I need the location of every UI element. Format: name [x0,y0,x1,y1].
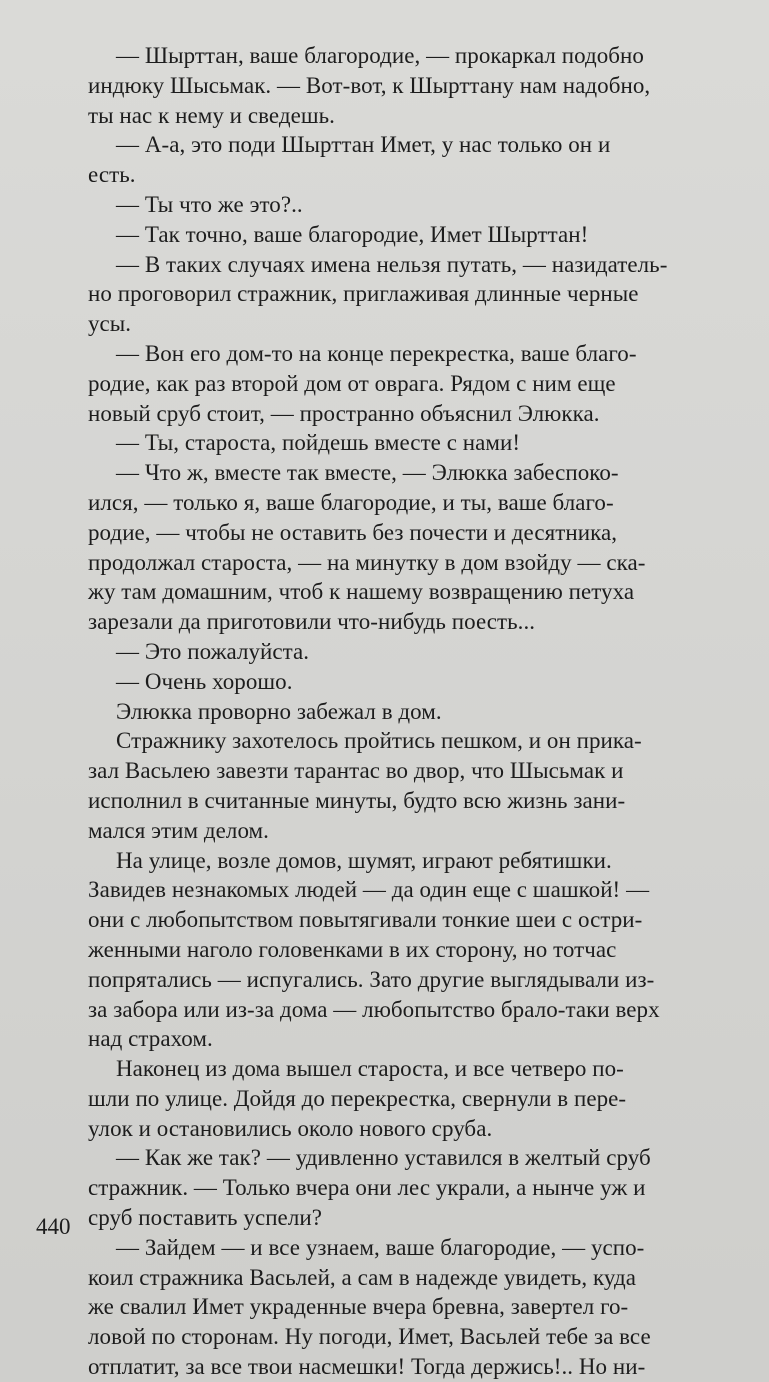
text-line: — Как же так? — удивленно уставился в желтый сруб [116,1145,651,1171]
text-line: зал Васьлею завезти тарантас во двор, что Шысьмак и [88,758,624,784]
text-line: коил стражника Васьлей, а сам в надежде увидеть, куда [88,1264,636,1290]
text-line: жу там домашним, чтоб к нашему возвращению петуха [88,579,635,605]
text-line: — Так точно, ваше благородие, Имет Шырттан! [116,221,589,247]
text-line: — Ты что же это?.. [116,191,303,217]
text-line: стражник. — Только вчера они лес украли, а нынче уж и [88,1175,646,1201]
text-line: — В таких случаях имена нельзя путать, — назидатель- [116,251,668,277]
text-line: но проговорил стражник, приглаживая длинные черные [88,281,639,307]
text-line: — Вон его дом-то на конце перекрестка, ваше благо- [116,340,637,366]
text-line: исполнил в считанные минуты, будто всю жизнь зани- [88,787,626,813]
text-line: ловой по сторонам. Ну погоди, Имет, Васьлей тебе за все [88,1324,651,1350]
text-line: Наконец из дома вышел староста, и все четверо по- [116,1056,624,1082]
text-line: новый сруб стоит, — пространно объяснил Элюкка. [88,400,600,426]
text-line: шли по улице. Дойдя до перекрестка, свернули в пере- [88,1085,627,1111]
text-line: сруб поставить успели? [88,1205,322,1231]
text-line: ты нас к нему и сведешь. [88,102,335,128]
text-line: — Что ж, вместе так вместе, — Элюкка забеспоко- [116,460,619,486]
text-line: же свалил Имет украденные вчера бревна, завертел го- [88,1294,629,1320]
text-line: — Это пожалуйста. [116,638,310,664]
text-line: мался этим делом. [88,817,269,843]
text-line: продолжал староста, — на минутку в дом взойду — ска- [88,549,646,575]
page-number: 440 [36,1214,71,1239]
text-line: есть. [88,162,136,188]
text-line: родие, — чтобы не оставить без почести и десятника, [88,519,618,545]
text-line: Стражнику захотелось пройтись пешком, и он прика- [116,728,642,754]
text-line: отплатит, за все твои насмешки! Тогда держись!.. Но ни- [88,1354,646,1380]
text-line: родие, как раз второй дом от оврага. Рядом с ним еще [88,370,616,396]
text-line: ился, — только я, ваше благородие, и ты, ваше благо- [88,489,614,515]
text-line: — Ты, староста, пойдешь вместе с нами! [116,430,521,456]
text-line: — А-а, это поди Шырттан Имет, у нас только он и [116,132,611,158]
text-line: они с любопытством повытягивали тонкие шеи с остри- [88,907,643,933]
text-line: попрятались — испугались. Зато другие выглядывали из- [88,966,655,992]
text-line: зарезали да приготовили что-нибудь поесть... [88,609,536,635]
text-line: улок и остановились около нового сруба. [88,1115,493,1141]
text-line: Завидев незнакомых людей — да один еще с шашкой! — [88,877,650,903]
text-line: — Очень хорошо. [116,668,293,694]
text-line: над страхом. [88,1026,213,1052]
text-line: — Зайдем — и все узнаем, ваше благородие, — успо- [116,1234,645,1260]
text-line: индюку Шысьмак. — Вот-вот, к Шырттану нам надобно, [88,72,651,98]
page-text-block [88,41,732,1382]
text-line: женными наголо головенками в их сторону, но тотчас [88,936,617,962]
text-line: усы. [88,311,132,337]
text-line: — Шырттан, ваше благородие, — прокаркал подобно [116,43,644,68]
text-line: за забора или из-за дома — любопытство брало-таки верх [88,996,660,1022]
text-line: Элюкка проворно забежал в дом. [116,698,442,724]
text-line: На улице, возле домов, шумят, играют ребятишки. [116,847,612,873]
